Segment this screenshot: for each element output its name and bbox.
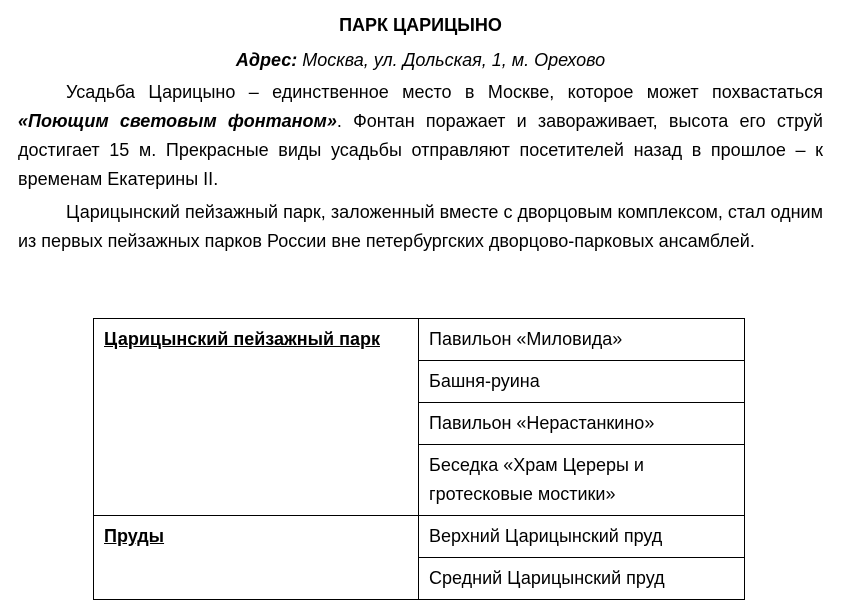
- fountain-emphasis: «Поющим световым фонтаном»: [18, 111, 337, 131]
- category-cell: Царицынский пейзажный парк: [94, 319, 419, 516]
- paragraph-park: Царицынский пейзажный парк, заложенный вместе с дворцовым комплексом, стал одним из первых пейзажных парков России вне петербургских дворцово-парковых ансамблей.: [18, 202, 823, 251]
- address-line: [18, 48, 823, 72]
- item-cell: Верхний Царицынский пруд: [419, 516, 745, 558]
- item-cell: Средний Царицынский пруд: [419, 558, 745, 600]
- paragraph-intro-part2: . Фонтан поражает и завораживает, высота его струй достигает 15 м. Прекрасные виды усадьбы отправляют посетителей назад в прошлое – к временам Екатерины II.: [18, 111, 823, 189]
- paragraph-intro-part1: Усадьба Царицыно – единственное место в Москве, которое может похвастаться: [66, 82, 823, 102]
- address-value: Москва, ул. Дольская, 1, м. Орехово: [297, 50, 606, 70]
- item-cell: Беседка «Храм Цереры и гротесковые мостики»: [419, 445, 745, 516]
- item-cell: Павильон «Миловида»: [419, 319, 745, 361]
- document-title: ПАРК ЦАРИЦЫНО: [339, 15, 502, 35]
- item-cell: Башня-руина: [419, 361, 745, 403]
- item-cell: Павильон «Нерастанкино»: [419, 403, 745, 445]
- attractions-table: [93, 318, 745, 600]
- address-label: Адрес:: [235, 50, 298, 70]
- table-row: [94, 319, 745, 361]
- table-row: [94, 516, 745, 558]
- category-cell: Пруды: [94, 516, 419, 600]
- paragraph-intro: [18, 78, 823, 194]
